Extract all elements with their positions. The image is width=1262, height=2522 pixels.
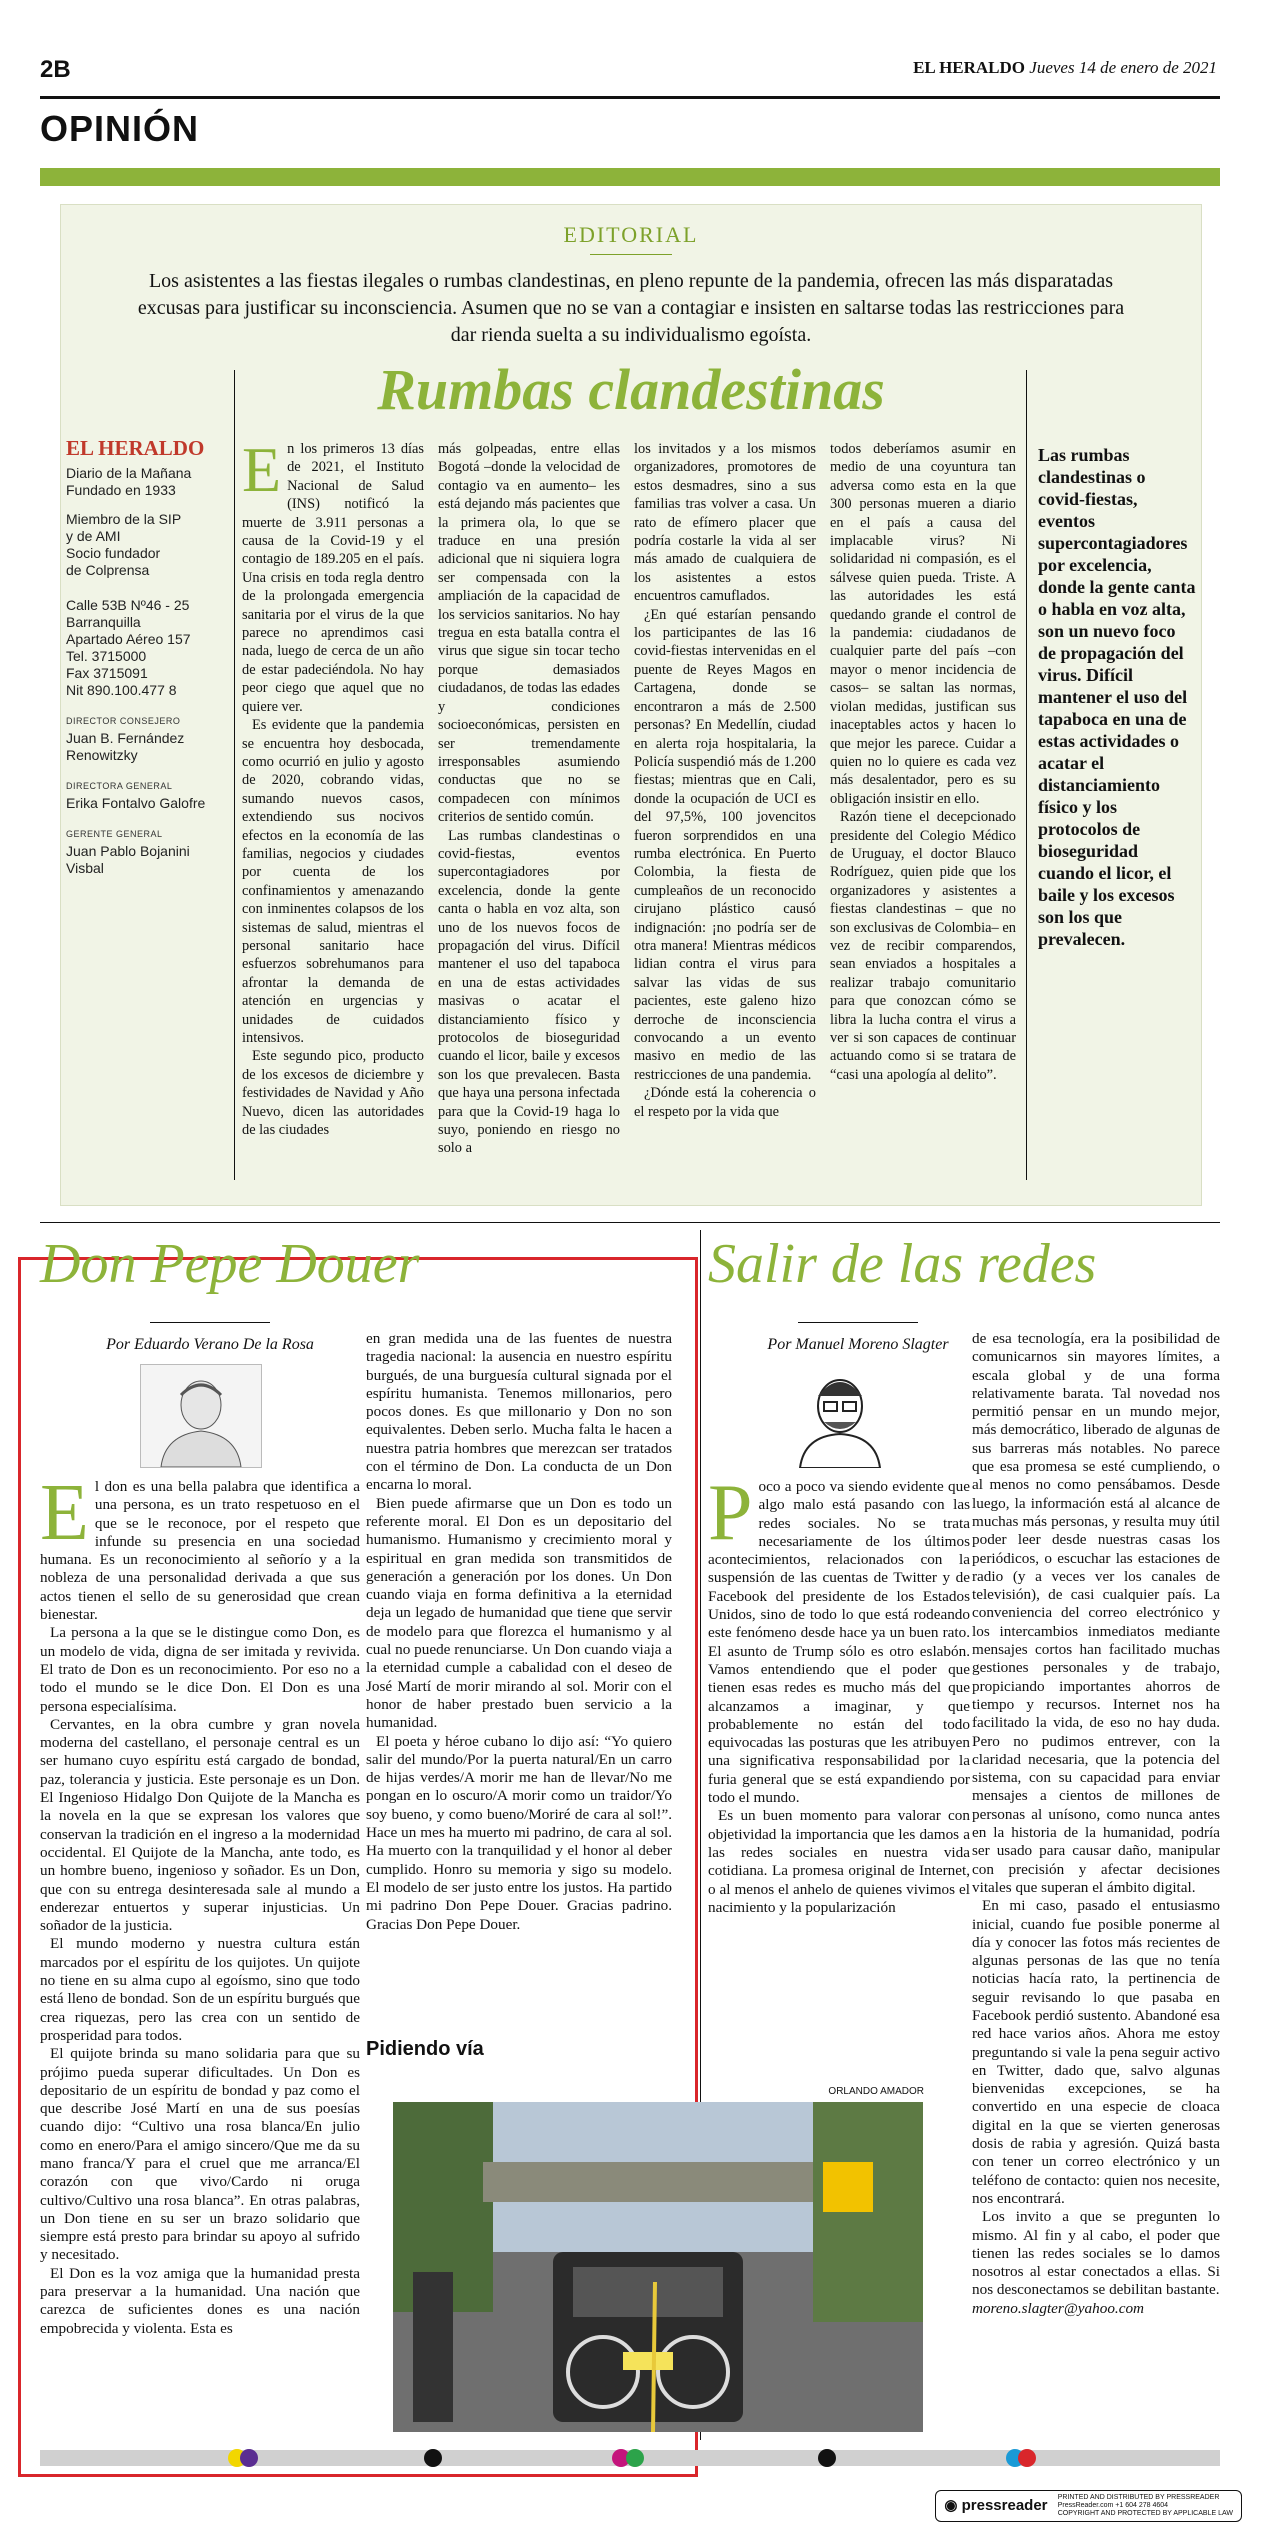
drop-cap: E [242, 434, 282, 505]
section-divider [40, 1222, 1220, 1223]
paragraph: El Don es la voz amiga que la humanidad presta para preservar a la humanidad. Una nación que carezca de suficientes dones es una nación empobrecida y violenta. Esta es [40, 2264, 360, 2337]
legal-line: PressReader.com +1 604 278 4604 [1057, 2502, 1169, 2509]
masthead-logo: EL HERALDO [66, 436, 205, 460]
paragraph: Bien puede afirmarse que un Don es todo un referente moral. El Don es un depositario del humanismo. Humanismo y crecimiento moral y espiritual en gran medida son transmitidos de generación a generación por los dones. Un Don cuando viaja en forma definitiva a la eternidad deja un legado de humanidad que tiene que servir de modelo para que florezca el humanismo y al cual no puede renunciarse. Un Don cuando viaja a la eternidad cumple a cabalidad con el deseo de José Martí de morir mirando al sol. Morir con el honor de haber prestado buen servicio a la humanidad. [366, 1494, 672, 1732]
staff-name: Juan B. Fernández Renowitzky [66, 730, 185, 763]
address-line: Tel. 3715000 [66, 648, 147, 664]
address-line: Apartado Aéreo 157 [66, 631, 191, 647]
column-divider [234, 370, 235, 1180]
editorial-column-1 [242, 434, 424, 1139]
masthead-line: y de AMI [66, 528, 121, 544]
author-portrait [784, 1364, 896, 1468]
section-bar [40, 168, 1220, 186]
page-number: 2B [40, 56, 71, 83]
editorial-column-2 [438, 440, 620, 1158]
paragraph: Razón tiene el decepcionado presidente del Colegio Médico de Uruguay, el doctor Blauco Rodríguez, quien pide que los organizadores y asistentes a fiestas clandestinas – que no son exclusivas de Colombia– en vez de recibir comparendos, sean enviados a hospitales a realizar trabajo comunitario para que conozcan cómo se libra la lucha contra el virus a ver si son capaces de continuar actuando como si se tratara de “casi una apología al delito”. [830, 809, 1016, 1083]
news-photo [393, 2102, 923, 2432]
column-divider [1026, 370, 1027, 1180]
editorial-column-3 [634, 440, 816, 1121]
byline: Por Manuel Moreno Slagter [767, 1336, 949, 1353]
section-title: OPINIÓN [40, 108, 200, 149]
paragraph: Los invito a que se pregunten lo mismo. Al fin y al cabo, el poder que tienen las redes sociales se lo damos nosotros al estar conectados a ellas. Si nos desconectamos se debilitan bastante. [972, 2208, 1220, 2299]
masthead-line: Socio fundador [66, 545, 161, 561]
article-column-1 [708, 1469, 970, 1917]
paragraph: oco a poco va siendo evidente que algo malo está pasando con las redes sociales. No se trata necesariamente de los últimos acontecimientos, relacionados con la suspensión de las cuentas de Twitter y de Facebook del presidente de los Estados Unidos, sino de todo lo que está rodeando este fenómeno desde hace ya un buen rato. El asunto de Trump sólo es otro eslabón. Vamos entendiendo que el poder que tienen esas redes es mucho más del que alcanzamos a imaginar, y que probablemente no están del todo equivocadas las posturas que les atribuyen una significativa responsabilidad por la furia general que se está expandiendo por todo el mundo. [708, 1478, 970, 1807]
paper-date [913, 58, 1217, 78]
staff-role: GERENTE GENERAL [66, 829, 163, 839]
article-column-2 [366, 1330, 672, 1934]
masthead-line: Miembro de la SIP [66, 511, 182, 527]
portrait-illustration [141, 1365, 261, 1467]
author-portrait [140, 1364, 262, 1468]
paragraph: de esa tecnología, era la posibilidad de comunicarnos sin mayores límites, a escala global y de una forma relativamente barata. Tal novedad nos permitió pensar en un mundo mejor, más democrático, liberado de algunas de sus barreras más notables. No parece que esa promesa se esté cumpliendo, o al menos no como pensábamos. Desde luego, la información está al alcance de muchas más personas, y resulta muy útil poder leer desde nuestras casas los periódicos, o escuchar las estaciones de radio (y a veces ver los canales de televisión), de casi cualquier país. La conveniencia del correo electrónico y los intercambios inmediatos mediante mensajes cortos han facilitado muchas gestiones personales y de trabajo, propiciando importantes ahorros de tiempo y recursos. Internet nos ha facilitado la vida, de eso no hay duda. Pero no pudimos entrever, con la claridad necesaria, que la potencia del sistema, con su capacidad para enviar mensajes a cientos de millones de personas al unísono, como nunca antes en la historia de la humanidad, podría ser usado para causar daño, manipular con precisión y afectar decisiones vitales que superan el ámbito digital. [972, 1330, 1220, 1896]
article-title: Salir de las redes [708, 1233, 1097, 1295]
editorial-column-4 [830, 440, 1016, 1084]
legal-line: PRINTED AND DISTRIBUTED BY PRESSREADER [1057, 2494, 1220, 2501]
registration-mark [818, 2449, 836, 2467]
legal-line: COPYRIGHT AND PROTECTED BY APPLICABLE LAW [1057, 2510, 1233, 2517]
address-line: Nit 890.100.477 8 [66, 682, 177, 698]
photo-title: Pidiendo vía [366, 2038, 484, 2060]
masthead [66, 436, 226, 877]
paragraph: Es evidente que la pandemia se encuentra hoy desbocada, como ocurrió en julio y agosto de 2020, cobrando vidas, sumando nuevos casos, extendiendo sus nocivos efectos en la economía de las familias, negocios y ciudades por cuenta de los confinamientos y amenazando con inminentes colapsos de los sistemas de salud, mientras el personal sanitario hace esfuerzos sobrehumanos para afrontar la demanda de atención en urgencias y unidades de cuidados intensivos. [242, 717, 424, 1046]
editorial-label: EDITORIAL [563, 222, 699, 247]
paragraph: Las rumbas clandestinas o covid-fiestas, eventos supercontagiadores por excelencia, donde la gente canta o habla en voz alta, son uno de los nuevos focos de propagación del virus. Difícil mantener el uso del tapaboca en una de estas actividades masivas o acatar el distanciamiento físico y protocolos de bioseguridad cuando el licor, baile y excesos son los que prevalecen. Basta que haya una persona infectada para que la Covid-19 haga lo suyo, poniendo en riesgo no solo a [438, 827, 620, 1157]
registration-mark [1018, 2449, 1036, 2467]
photo-credit: ORLANDO AMADOR [828, 2086, 924, 2097]
header-rule [40, 96, 1220, 99]
paragraph: Este segundo pico, producto de los excesos de diciembre y festividades de Navidad y Año Nuevo, dicen las autoridades de las ciudades [242, 1048, 424, 1139]
masthead-line: Fundado en 1933 [66, 482, 176, 498]
pressreader-badge[interactable] [935, 2490, 1242, 2522]
paragraph: El mundo moderno y nuestra cultura están marcados por el espíritu de los quijotes. Un quijote no tiene en su alma cupo al egoísmo, sino que todo está lleno de bondad. Son de un espíritu burgués que crea riquezas, pero las crea con un sentido de prosperidad para todos. [40, 1935, 360, 2044]
staff-role: DIRECTOR CONSEJERO [66, 716, 181, 726]
address-line: Fax 3715091 [66, 665, 148, 681]
address-line: Barranquilla [66, 614, 141, 630]
editorial-underline [590, 254, 672, 255]
drop-cap: E [40, 1469, 89, 1557]
masthead-line: Diario de la Mañana [66, 465, 192, 481]
paragraph: en gran medida una de las fuentes de nuestra tragedia nacional: la ausencia en nuestro espíritu burgués, de una burguesía cultural signada por el espíritu humanista. Tenemos millonarios, pero pocos dones. Es que millonario y Don no son equivalentes. Deben serlo. Mucha falta le hacen a nuestra patria hombres que merezcan ser tratados con el término de Don. La conducta de un Don encarna lo moral. [366, 1330, 672, 1494]
paragraph: ¿En qué estarían pensando los participantes de las 16 covid-fiestas intervenidas en el puente de Reyes Magos en Cartagena, donde se encontraron a más de 2.500 personas? En Medellín, ciudad en alerta roja hospitalaria, la Policía suspendió más de 1.200 fiestas; mientras que en Cali, donde la ocupación de UCI es del 97,5%, 100 jovencitos fueron sorprendidos en una rumba electrónica. En Puerto Colombia, la fiesta de cumpleaños de un reconocido cirujano plástico causó indignación: ¡no podría ser de otra manera! Mientras médicos lidian contra el virus para salvar las vidas de sus pacientes, este galeno hizo derroche de inconsciencia convocando a un evento masivo en medio de las restricciones de una pandemia. [634, 606, 816, 1083]
author-email[interactable]: moreno.slagter@yahoo.com [972, 2299, 1145, 2317]
paragraph: Es un buen momento para valorar con objetividad la importancia que les damos a las redes sociales en nuestra vida cotidiana. La promesa original de Internet, o al menos el anhelo de quienes vivimos el nacimiento y la popularización [708, 1807, 970, 1916]
paragraph: La persona a la que se le distingue como Don, es un modelo de vida, digna de ser imitada y revivida. El trato de Don es un reconocimiento. Por eso no a todo el mundo se le dice Don. El Don es una persona especialísima. [40, 1624, 360, 1715]
byline-rule [798, 1322, 918, 1323]
pressreader-icon: ◉ [944, 2496, 958, 2514]
editorial-box [60, 204, 1202, 1206]
paragraph: En mi caso, pasado el entusiasmo inicial, cuando fue posible ponerme al día y conocer las fotos más recientes de algunas personas de las que no tenía noticias hacía rato, la pertinencia de seguir revisando lo que pasaba en Facebook perdió sustento. Abandoné esa red hace varios años. Ahora me estoy preguntando si vale la pena seguir activo en Twitter, dado que, salvo algunas bienvenidas excepciones, se ha convertido en una especie de cloaca digital en la que se vierten generosas dosis de rabia y agresión. Quizá basta con tener un correo electrónico y un teléfono de contacto: quien nos necesite, nos encontrará. [972, 1897, 1220, 2207]
article-column-2 [972, 1330, 1220, 2318]
paragraph: El quijote brinda su mano solidaria para que su prójimo pueda superar dificultades. Un Don es depositario de un espíritu de bondad y paz como el que describe José Martí en una de sus poesías cuando dijo: “Cultivo una rosa blanca/En julio como en enero/Para el amigo sincero/Que me da su mano franca/Y para el cruel que me arranca/El corazón con que vivo/Cardo ni oruga cultivo/Cultivo una rosa blanca”. En otras palabras, un Don tiene en su ser un brazo solidario que siempre está presto para brindar su apoyo al sufrido y necesitado. [40, 2045, 360, 2264]
paper-name: EL HERALDO [913, 58, 1026, 77]
editorial-title: Rumbas clandestinas [377, 357, 885, 422]
pressreader-logo: pressreader [961, 2496, 1048, 2514]
paragraph: los invitados y a los mismos organizadores, promotores de estos desmadres, sino a sus familias tras volver a casa. Un rato de efímero placer que podría costarle la vida al ser más amado de cualquiera de los asistentes a estos encuentros camuflados. [634, 441, 816, 605]
date: Jueves 14 de enero de 2021 [1029, 58, 1217, 77]
portrait-illustration [784, 1364, 896, 1468]
staff-name: Erika Fontalvo Galofre [66, 795, 206, 811]
address-line: Calle 53B Nº46 - 25 [66, 597, 190, 613]
pressreader-legal [1058, 2494, 1233, 2518]
article-title: Don Pepe Douer [40, 1233, 420, 1295]
article-column-1 [40, 1469, 360, 2338]
pull-quote: Las rumbas clandestinas o covid-fiestas, eventos supercontagiadores por excelencia, donde la gente canta o habla en voz alta, son un nuevo foco de propagación del virus. Difícil mantener el uso del tapaboca en una de estas actividades o acatar el distanciamiento físico y los protocolos de bioseguridad cuando el licor, el baile y los excesos son los que prevalecen. [1038, 445, 1196, 949]
editorial-lead: Los asistentes a las fiestas ilegales o rumbas clandestinas, en pleno repunte de la pandemia, ofrecen las más disparatadas excusas para justificar su inconsciencia. Asumen que no se van a contagiar e insisten en saltarse todas las restricciones para dar rienda suelta a su individualismo egoísta. [137, 270, 1125, 346]
byline: Por Eduardo Verano De la Rosa [106, 1336, 314, 1353]
paragraph: Cervantes, en la obra cumbre y gran novela moderna del castellano, el personaje central es un ser humano cuyo espíritu está cargado de bondad, paz, tolerancia y justicia. Este personaje es un Don. El Ingenioso Hidalgo Don Quijote de la Mancha es la novela en la que se expresan los valores que conservan la tradición en el ingreso a la modernidad occidental. El Quijote de la Mancha, ante todo, es un hombre bueno, ingenioso y soñador. Es un Don, que con su entrega desinteresada sale al mundo a enderezar entuertos y superar injusticias. Un soñador de la justicia. [40, 1715, 360, 1935]
paragraph: l don es una bella palabra que identifica a una persona, es un trato respetuoso en el que se le reconoce, por el respeto que infunde su presencia en una sociedad humana. Es un reconocimiento al señorío y a la nobleza de una personalidad derivada a que sus actos tienen el sello de su generosidad que crean bienestar. [40, 1478, 360, 1624]
registration-mark [240, 2449, 258, 2467]
paragraph: todos deberíamos asumir en medio de una coyuntura tan adversa como esta en la que 300 personas mueren a diario en el país a causa del implacable virus? Ni solidaridad ni compasión, es el sálvese quien pueda. Triste. A las autoridades les está quedando grande el control de la pandemia: ciudadanos de cualquier parte del país –con mayor o menor incidencia de casos– se saltan las normas, violan medidas, justifican sus inaceptables actos y hacen lo que mejor les parece. Cuidar a quien no lo quiere es cada vez más desalentador, pero es su obligación insistir en ello. [830, 441, 1016, 807]
traffic-photo [393, 2102, 923, 2432]
paragraph: El poeta y héroe cubano lo dijo así: “Yo quiero salir del mundo/Por la puerta natural/En un carro de hijas verdes/A morir me han de llevar/No me pongan en lo oscuro/A morir como un traidor/Yo soy bueno, y como bueno/Moriré de cara al sol!”. Hace un mes ha muerto mi padrino, de cara al sol. Ha muerto con la tranquilidad y el honor al deber cumplido. Honro su memoria y sigo su modelo. El modelo de ser justo entre los justos. Ha partido mi padrino Don Pepe Douer. Gracias padrino. Gracias Don Pepe Douer. [366, 1732, 672, 1933]
staff-role: DIRECTORA GENERAL [66, 781, 173, 791]
registration-mark [424, 2449, 442, 2467]
paragraph: más golpeadas, entre ellas Bogotá –donde la velocidad de contagio va en aumento– les está dejando más pacientes que la primera ola, lo que se traduce en una presión adicional que ni siquiera logra ser compensada con la ampliación de la capacidad de los servicios sanitarios. No hay tregua en esta batalla contra el virus que sigue sin tocar techo porque demasiados ciudadanos, de todas las edades y condiciones socioeconómicas, persisten en ser tremendamente irresponsables asumiendo conductas que no se compadecen con mínimos criterios de sentido común. [438, 441, 620, 826]
masthead-line: de Colprensa [66, 562, 150, 578]
registration-mark [626, 2449, 644, 2467]
byline-rule [150, 1322, 270, 1323]
drop-cap: P [708, 1469, 753, 1557]
staff-name: Juan Pablo Bojanini Visbal [66, 843, 190, 876]
paragraph: ¿Dónde está la coherencia o el respeto por la vida que [634, 1085, 816, 1120]
paragraph: n los primeros 13 días de 2021, el Instituto Nacional de Salud (INS) notificó la muerte de 3.911 personas a causa de la Covid-19 y el contagio de 189.205 en el país. Una crisis en toda regla dentro de la prolongada emergencia sanitaria por el virus de la que parece no aprendimos casi nada, luego de cerca de un año de estar padeciéndola. No hay peor ciego que aquel que no quiere ver. [242, 441, 424, 715]
